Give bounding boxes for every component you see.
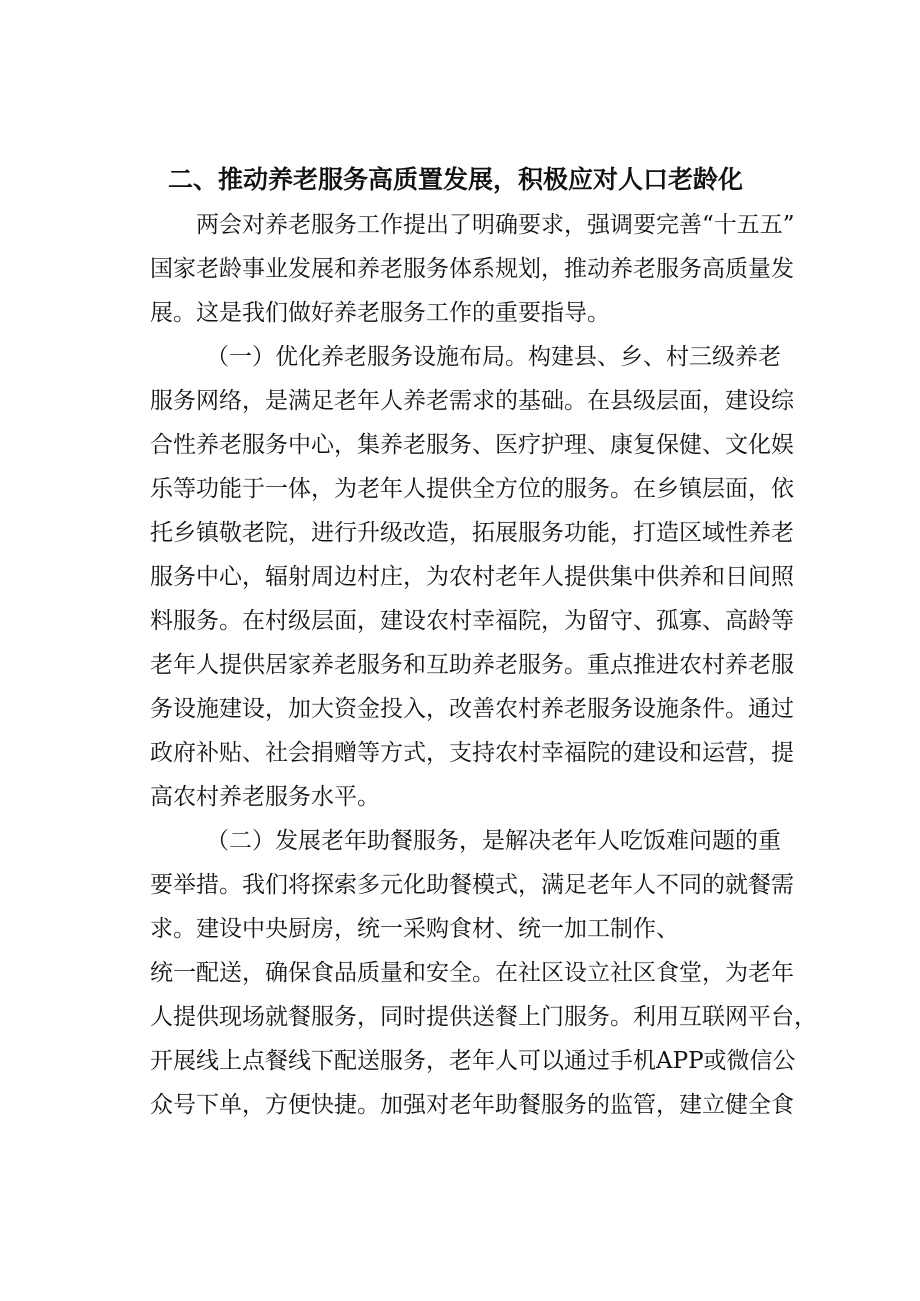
text-line: 人提供现场就餐服务，同时提供送餐上门服务。利用互联网平台， — [150, 1004, 817, 1030]
text-line: 乐等功能于一体，为老年人提供全方位的服务。在乡镇层面，依 — [150, 476, 794, 502]
text-line: 合性养老服务中心，集养老服务、医疗护理、康复保健、文化娱 — [150, 432, 794, 458]
text-line: 务设施建设，加大资金投入，改善农村养老服务设施条件。通过 — [150, 696, 794, 722]
text-line: 国家老龄事业发展和养老服务体系规划，推动养老服务高质量发 — [150, 256, 794, 282]
text-line: 政府补贴、社会捐赠等方式，支持农村幸福院的建设和运营，提 — [150, 740, 794, 766]
text-line: 料服务。在村级层面，建设农村幸福院，为留守、孤寡、高龄等 — [150, 608, 794, 634]
text-line: 老年人提供居家养老服务和互助养老服务。重点推进农村养老服 — [150, 652, 794, 678]
text-line: （二）发展老年助餐服务，是解决老年人吃饭难问题的重 — [206, 828, 781, 854]
text-line: 托乡镇敬老院，进行升级改造，拓展服务功能，打造区域性养老 — [150, 520, 794, 546]
text-line: 两会对养老服务工作提出了明确要求，强调要完善“十五五” — [196, 212, 795, 238]
text-line: 展。这是我们做好养老服务工作的重要指导。 — [150, 300, 610, 326]
text-line: 高农村养老服务水平。 — [150, 784, 380, 810]
text-line: 统一配送，确保食品质量和安全。在社区设立社区食堂，为老年 — [150, 960, 794, 986]
text-line: 要举措。我们将探索多元化助餐模式，满足老年人不同的就餐需 — [150, 872, 794, 898]
text-line: （一）优化养老服务设施布局。构建县、乡、村三级养老 — [206, 344, 781, 370]
section-heading: 二、推动养老服务高质置发展，积极应对人口老龄化 — [168, 165, 744, 194]
text-line: 求。建设中央厨房，统一采购食材、统一加工制作、 — [150, 916, 679, 942]
text-line: 服务网络，是满足老年人养老需求的基础。在县级层面，建设综 — [150, 388, 794, 414]
text-line: 开展线上点餐线下配送服务，老年人可以通过手机APP或微信公 — [150, 1048, 796, 1074]
text-line: 服务中心，辐射周边村庄，为农村老年人提供集中供养和日间照 — [150, 564, 794, 590]
text-line: 众号下单，方便快捷。加强对老年助餐服务的监管，建立健全食 — [150, 1092, 794, 1118]
